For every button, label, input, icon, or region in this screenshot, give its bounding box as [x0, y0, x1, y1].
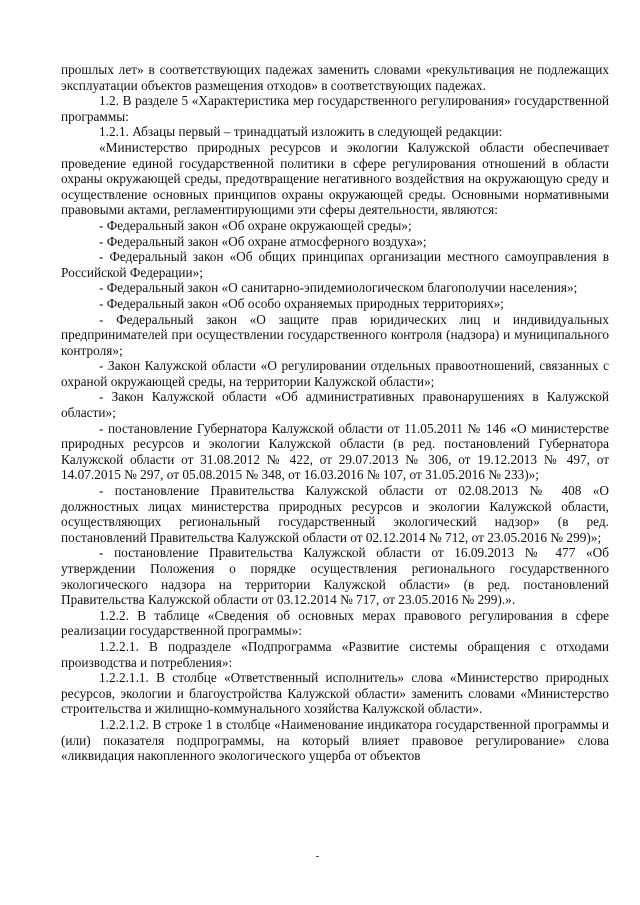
- list-item-law-environment: - Федеральный закон «Об охране окружающей среды»;: [99, 217, 412, 233]
- paragraph-section-1-2-2-1-1: 1.2.2.1.1. В столбце «Ответственный исполнитель» слова «Министерство природных ресурсов, экологии и благоустройства Калужской области» заменить словами «Министерство строительства и жилищно-коммунального хозяйства Калужской области».: [61, 670, 609, 717]
- paragraph-ministry-intro: «Министерство природных ресурсов и экологии Калужской области обеспечивает проведение единой государственной политики в сфере регулирования отношений в области охраны окружающей среды, предотвращение негативного воздействия на окружающую среду и осуществление основных принципов охраны окружающей среды. Основными нормативными правовыми актами, регламентирующими эти сферы деятельности, являются:: [61, 139, 609, 218]
- document-body: [61, 62, 609, 764]
- page-mark: [316, 856, 319, 857]
- paragraph-section-1-2: 1.2. В разделе 5 «Характеристика мер государственного регулирования» государственной программы:: [61, 93, 609, 124]
- paragraph-section-1-2-2-1: 1.2.2.1. В подразделе «Подпрограмма «Развитие системы обращения с отходами производства и потребления»:: [61, 638, 609, 670]
- paragraph-section-1-2-1: 1.2.1. Абзацы первый – тринадцатый изложить в следующей редакции:: [99, 124, 503, 140]
- list-item-law-rights-protection: - Федеральный закон «О защите прав юридических лиц и индивидуальных предпринимателей при осуществлении государственного контроля (надзора) и муниципального контроля»;: [61, 311, 609, 358]
- list-item-law-air: - Федеральный закон «Об охране атмосферного воздуха»;: [99, 233, 427, 249]
- paragraph-section-1-2-2: 1.2.2. В таблице «Сведения об основных мерах правового регулирования в сфере реализации государственной программы»:: [61, 607, 609, 639]
- list-item-regional-law-offences: - Закон Калужской области «Об административных правонарушениях в Калужской области»;: [61, 389, 609, 421]
- list-item-regional-law-environment: - Закон Калужской области «О регулировании отдельных правоотношений, связанных с охраной окружающей среды, на территории Калужской области»;: [61, 358, 609, 389]
- list-item-law-local-government: - Федеральный закон «Об общих принципах организации местного самоуправления в Российской Федерации»;: [61, 249, 609, 280]
- list-item-government-decree-477: - постановление Правительства Калужской области от 16.09.2013 № 477 «Об утверждении Положения о порядке осуществления регионального государственного экологического надзора на территории Калужской области» (в ред. постановлений Правительства Калужской области от 03.12.2014 № 717, от 23.05.2016 № 299).».: [61, 545, 609, 608]
- list-item-governor-decree-146: - постановление Губернатора Калужской области от 11.05.2011 № 146 «О министерстве природных ресурсов и экологии Калужской области (в ред. постановлений Губернатора Калужской области от 31.08.2012 № 422, от 29.07.2013 № 306, от 19.12.2013 № 497, от 14.07.2015 № 297, от 05.08.2015 № 348, от 16.03.2016 № 107, от 31.05.2016 № 233)»;: [61, 420, 609, 483]
- list-item-law-sanitary: - Федеральный закон «О санитарно-эпидемиологическом благополучии населения»;: [99, 280, 578, 296]
- list-item-law-protected-areas: - Федеральный закон «Об особо охраняемых природных территориях»;: [99, 295, 504, 311]
- paragraph-continuation: прошлых лет» в соответствующих падежах заменить словами «рекультивация не подлежащих эксплуатации объектов размещения отходов» в соответствующих падежах.: [61, 62, 609, 93]
- list-item-government-decree-408: - постановление Правительства Калужской области от 02.08.2013 № 408 «О должностных лицах министерства природных ресурсов и экологии Калужской области, осуществляющих региональный государственный экологический надзор» (в ред. постановлений Правительства Калужской области от 02.12.2014 № 712, от 23.05.2016 № 299)»;: [61, 483, 609, 545]
- paragraph-section-1-2-2-1-2: 1.2.2.1.2. В строке 1 в столбце «Наименование индикатора государственной программы и (или) показателя подпрограммы, на который влияет правовое регулирование» слова «ликвидация накопленного экологического ущерба от объектов: [61, 716, 609, 764]
